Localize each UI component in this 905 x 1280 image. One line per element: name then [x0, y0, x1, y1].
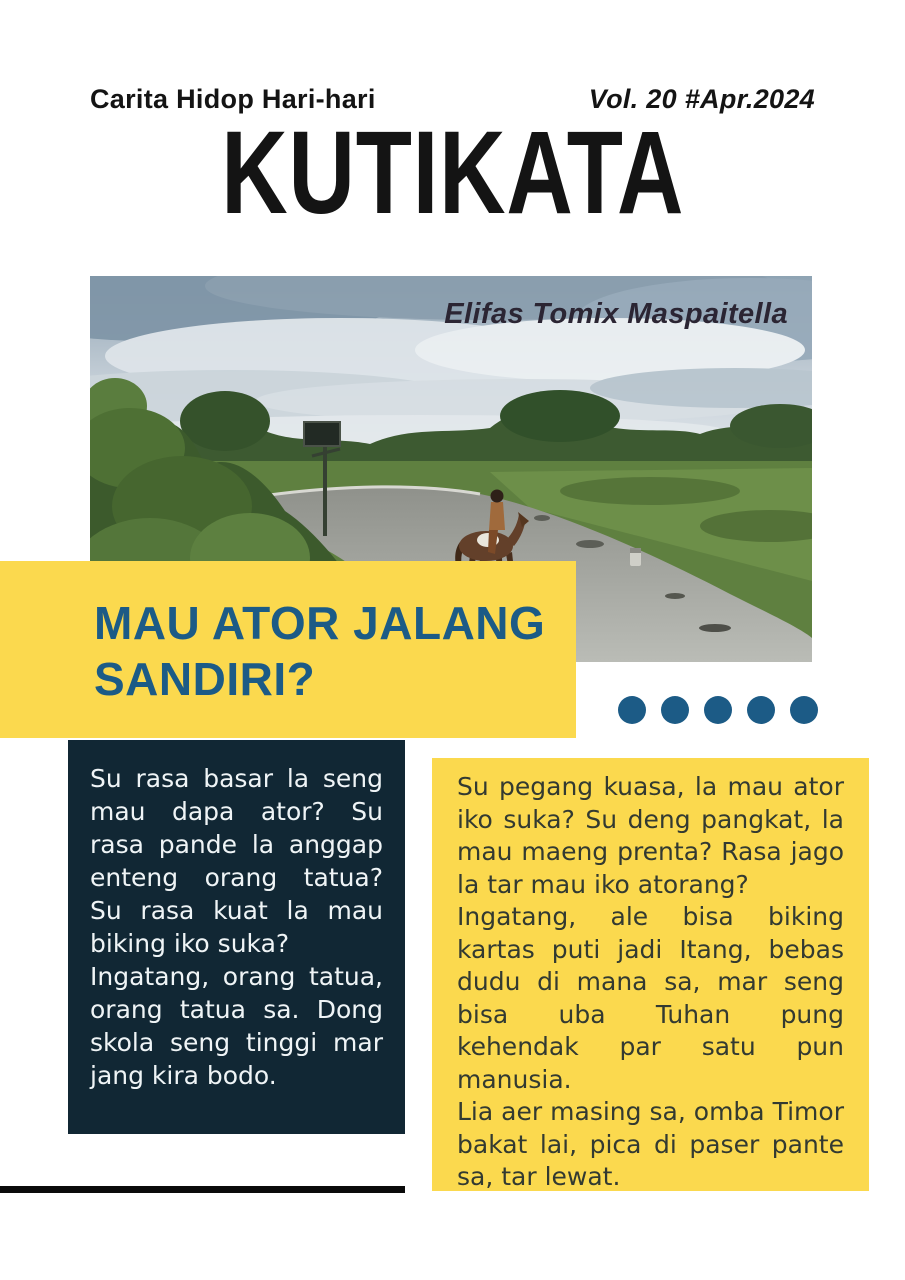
dot	[747, 696, 775, 724]
bottom-rule	[0, 1186, 405, 1193]
dots-row	[618, 696, 818, 724]
dot	[704, 696, 732, 724]
paragraph: Ingatang, orang tatua, orang tatua sa. Dong skola seng tinggi mar jang kira bodo.	[90, 962, 383, 1090]
dot	[790, 696, 818, 724]
headline-block	[0, 561, 576, 738]
paragraph: Ingatang, ale bisa biking kartas puti jadi Itang, bebas dudu di mana sa, mar seng bisa uba Tuhan pung kehendak par satu pun manusia.	[457, 902, 844, 1094]
left-text-box	[68, 740, 405, 1134]
paragraph: Su pegang kuasa, la mau ator iko suka? Su deng pangkat, la mau maeng prenta? Rasa jago la tar mau iko atorang?	[457, 772, 844, 899]
photo-credit: Elifas Tomix Maspaitella	[444, 298, 788, 330]
paragraph: Lia aer masing sa, omba Timor bakat lai, pica di paser pante sa, tar lewat.	[457, 1097, 844, 1191]
issue-label: Vol. 20 #Apr.2024	[588, 84, 815, 114]
dot	[661, 696, 689, 724]
right-text-box	[432, 758, 869, 1191]
dot	[618, 696, 646, 724]
page-title	[0, 107, 905, 239]
headline: MAU ATOR JALANG SANDIRI?	[94, 597, 546, 706]
paragraph: Su rasa basar la seng mau dapa ator? Su rasa pande la anggap enteng orang tatua? Su rasa kuat la mau biking iko suka?	[90, 764, 383, 958]
masthead-text: Carita Hidop Hari-hari	[90, 84, 376, 114]
page-title-text: KUTIKATA	[221, 107, 684, 239]
